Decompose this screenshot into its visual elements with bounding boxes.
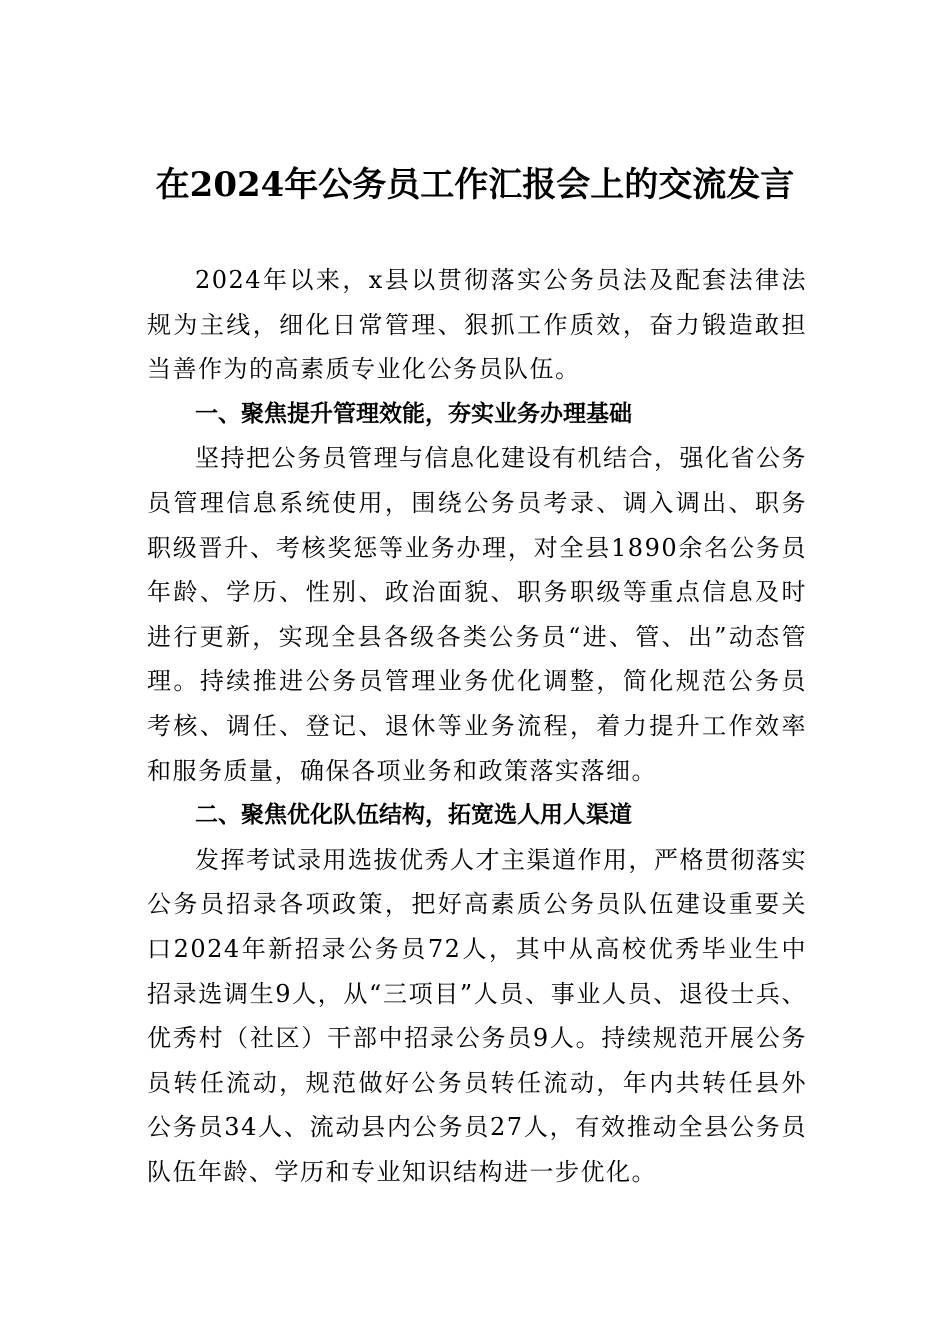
section-2-heading: 二、聚焦优化队伍结构，拓宽选人用人渠道 [195,802,632,829]
section-1-heading: 一、聚焦提升管理效能，夯实业务办理基础 [195,400,632,427]
document-title: 在2024年公务员工作汇报会上的交流发言 [155,165,795,205]
section-1-paragraph: 坚持把公务员管理与信息化建设有机结合，强化省公务员管理信息系统使用，围绕公务员考录、调入调出、职务职级晋升、考核奖惩等业务办理，对全县1890余名公务员年龄、学历、性别、政治面貌、职务职级等重点信息及时进行更新，实现全县各级各类公务员“进、管、出”动态管理。持续推进公务员管理业务优化调整，简化规范公务员考核、调任、登记、退休等业务流程，着力提升工作效率和服务质量，确保各项业务和政策落实落细。 [147,444,807,785]
document-body [147,258,807,1194]
intro-paragraph: 2024年以来，x县以贯彻落实公务员法及配套法律法规为主线，细化日常管理、狠抓工作质效，奋力锻造敢担当善作为的高素质专业化公务员队伍。 [147,266,807,384]
section-2-paragraph: 发挥考试录用选拔优秀人才主渠道作用，严格贯彻落实公务员招录各项政策，把好高素质公务员队伍建设重要关口2024年新招录公务员72人，其中从高校优秀毕业生中招录选调生9人，从“三项目”人员、事业人员、退役士兵、优秀村（社区）干部中招录公务员9人。持续规范开展公务员转任流动，规范做好公务员转任流动，年内共转任县外公务员34人、流动县内公务员27人，有效推动全县公务员队伍年龄、学历和专业知识结构进一步优化。 [147,845,807,1186]
